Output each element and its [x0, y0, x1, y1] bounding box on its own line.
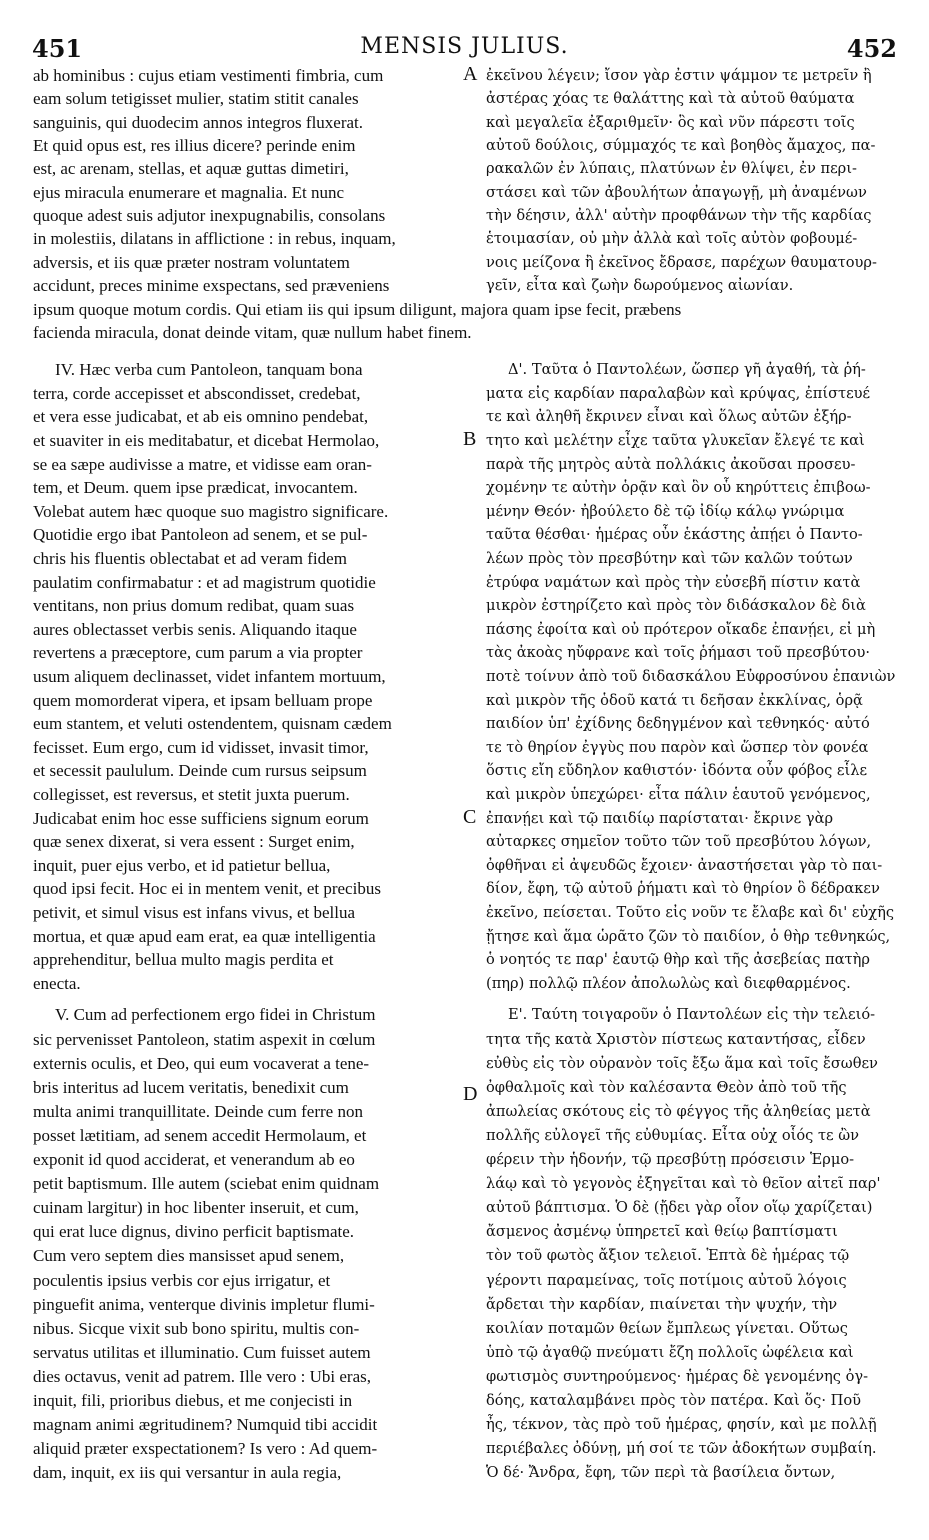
greek-line: μικρὸν ἐστηρίζετο καὶ πρὸς τὸν διδάσκαλον δὲ διὰ — [486, 597, 866, 615]
latin-line: accidunt, preces minime exspectans, sed præveniens — [33, 276, 390, 296]
latin-line: in molestiis, dilatans in afflictione : in rebus, inquam, — [33, 229, 396, 249]
latin-line: Judicabat enim hoc esse sufficiens signum eorum — [33, 808, 369, 828]
right-page-number: 452 — [846, 34, 897, 63]
latin-line: eam solum tetigisset mulier, statim stitit canales — [33, 89, 359, 109]
latin-line: paulatim confirmabatur : et ad magistrum quotidie — [33, 572, 376, 592]
latin-line: ventitans, non prius domum redibat, quam suas — [33, 596, 355, 616]
greek-line: τητα τῆς κατὰ Χριστὸν πίστεως καταντήσας, εἶδεν — [486, 1030, 866, 1048]
latin-line: aures oblectasset verbis senis. Aliquando itaque — [33, 619, 357, 639]
greek-line: ὅστις εἴη εὔδηλον καθιστόν· ἰδόντα οὖν φόβος εἷλε — [486, 762, 868, 780]
latin-line: IV. Hæc verba cum Pantoleon, tanquam bona — [55, 360, 363, 380]
greek-line: Δ'. Ταῦτα ὁ Παντολέων, ὥσπερ γῆ ἀγαθή, τὰ ῥή- — [508, 361, 866, 379]
latin-line: qui erat luce dignus, divino perficit baptismate. — [33, 1222, 355, 1242]
greek-line: τὸν τοῦ φωτὸς ἄξιον τελειοῖ. Ἑπτὰ δὲ ἡμέρας τῷ — [486, 1247, 850, 1265]
latin-line: se ea sæpe audivisse a matre, et vidisse eam oran- — [33, 454, 372, 474]
latin-line: collegisset, est reversus, et stetit juxta puerum. — [33, 785, 350, 804]
latin-line: posset lætitiam, ad senem accedit Hermolaum, et — [33, 1125, 367, 1145]
latin-line: quæ senex dixerat, si vera essent : Surget enim, — [33, 832, 355, 852]
greek-line: λέων πρὸς τὸν πρεσβύτην καὶ τῶν καλῶν τούτων — [486, 550, 853, 567]
latin-line: ejus miracula enumerare et magnalia. Et nunc — [33, 182, 345, 202]
greek-line: δίον, ἔφη, τῷ αὐτοῦ ῥήματι καὶ τὸ θηρίον ὃ δέδρακεν — [486, 880, 880, 898]
latin-line: revertens a præceptore, cum parum a via propter — [33, 643, 363, 663]
greek-line: (πηρ) πολλῷ πλέον ἀπολωλὼς καὶ διεφθαρμένος. — [486, 974, 851, 992]
greek-line: ἦς, τέκνον, τὰς πρὸ τοῦ ἡμέρας, φησίν, καὶ με πολλῇ — [486, 1416, 877, 1434]
margin-marker: D — [463, 1082, 478, 1105]
latin-line: dies octavus, venit ad patrem. Ille vero : Ubi eras, — [33, 1366, 371, 1386]
latin-line: servatus utilitas et illuminatio. Cum fuisset autem — [33, 1342, 371, 1362]
greek-line: αὐταρκες σημεῖον τοῦτο τῶν τοῦ πρεσβύτου λόγων, — [486, 833, 872, 851]
latin-line: nibus. Sicque vixit sub bono spiritu, multis con- — [33, 1318, 360, 1338]
latin-line: bris interitus ad lucem veritatis, benedixit cum — [33, 1077, 349, 1097]
greek-line: γέροντι παραμείνας, τοῖς ποτίμοις αὐτοῦ λόγοις — [486, 1271, 847, 1289]
greek-line: ματα εἰς καρδίαν παραλαβὼν καὶ κρύψας, ἐπίστευέ — [486, 384, 871, 402]
greek-line: ἄσμενος ἀσμένῳ ὑπηρετεῖ καὶ θείῳ βαπτίσματι — [486, 1223, 838, 1241]
greek-line: ρακαλῶν ἐν λύπαις, πλατύνων ἐν θλίψει, ἐν περι- — [486, 160, 857, 178]
latin-line: et suaviter in eis meditabatur, et dicebat Hermolao, — [33, 431, 380, 450]
greek-line: ἐκεῖνο, πείσεται. Τοῦτο εἰς νοῦν τε ἔλαβε καὶ δι' εὐχῆς — [486, 904, 895, 921]
greek-line: πολλῆς εὐλογεῖ τῆς εὐθυμίας. Εἶτα οὐχ οἷός τε ὢν — [486, 1126, 860, 1144]
margin-marker: A — [463, 63, 478, 85]
latin-line: adversis, et iis quæ præter nostram voluntatem — [33, 252, 350, 272]
latin-line: magnam animi ægritudinem? Numquid tibi accidit — [33, 1415, 378, 1435]
greek-line: ἀπωλείας σκότους εἰς τὸ φέγγος τῆς ἀληθείας μετὰ — [486, 1102, 871, 1120]
greek-line: ἐκεῖνου λέγειν; ἴσον γὰρ ἐστιν ψάμμον τε μετρεῖν ἢ — [486, 67, 872, 84]
page-header — [30, 34, 899, 62]
greek-line: τε καὶ ἀληθῆ ἔκρινεν εἶναι καὶ ὅλως αὐτῶν ἐξήρ- — [486, 408, 852, 426]
greek-line: μένην Θεόν· ἠβούλετο δὲ τῷ ἰδίῳ κάλῳ γνώριμα — [486, 502, 845, 520]
greek-line: τε τὸ θηρίον ἐγγὺς που παρὸν καὶ ὥσπερ τὸν φονέα — [486, 738, 869, 756]
greek-line: φέρειν τὴν ἡδονήν, τῷ πρεσβύτῃ πρόσεισιν Ἑρμο- — [486, 1151, 855, 1168]
latin-line: chris his fluentis oblectabat et ad veram fidem — [33, 549, 347, 568]
greek-line: φωτισμὸς συντηρούμενος· ἡμέρας δὲ γενομένης ὀγ- — [486, 1367, 869, 1385]
greek-line: ἐπανῄει καὶ τῷ παιδίῳ παρίσταται· ἔκρινε γὰρ — [486, 809, 834, 827]
greek-line: Ε'. Ταύτη τοιγαροῦν ὁ Παντολέων εἰς τὴν τελειό- — [508, 1006, 876, 1024]
greek-line: ἄρδεται τὴν καρδίαν, πιαίνεται τὴν ψυχήν, τὴν — [486, 1295, 838, 1313]
greek-line: δόης, καταλαμβάνει πρὸς τὸν πατέρα. Καὶ ὅς· Ποῦ — [486, 1392, 862, 1409]
latin-line: usum aliquem declinasset, videt infantem mortuum, — [33, 667, 386, 686]
latin-line: quoque adest suis adjutor inexpugnabilis, consolans — [33, 206, 386, 226]
latin-line: tem, et Deum. quem ipse prædicat, invocantem. — [33, 478, 358, 498]
greek-line: τητο καὶ μελέτην εἶχε ταῦτα γλυκεῖαν ἔλεγέ τε καὶ — [486, 432, 865, 449]
latin-line: petit baptismum. Ille autem (sciebat enim quidnam — [33, 1174, 380, 1194]
latin-line: eum stantem, et veluti ostendentem, quisnam cædem — [33, 714, 392, 734]
greek-line: τὴν δέησιν, ἀλλ' αὐτὴν προφθάνων τὴν τῆς καρδίας — [486, 207, 872, 225]
greek-line: καὶ μικρὸν ὑπεχώρει· εἶτα πάλιν ἑαυτοῦ γενόμενος, — [486, 786, 871, 803]
latin-line: et vera esse judicabat, et ab eis omnino pendebat, — [33, 407, 369, 427]
margin-marker: B — [463, 428, 477, 450]
latin-line: ab hominibus : cujus etiam vestimenti fimbria, cum — [33, 66, 384, 85]
greek-line: παρὰ τῆς μητρὸς αὐτὰ πολλάκις ἀκοῦσαι προσευ- — [486, 455, 856, 473]
greek-line: ὑπὸ τῷ ἀγαθῷ πνεύματι ἔζη πολλοῖς ὠφέλεια καὶ — [486, 1343, 854, 1361]
margin-marker: C — [463, 805, 477, 828]
latin-line: V. Cum ad perfectionem ergo fidei in Christum — [55, 1005, 376, 1025]
latin-line: inquit, fili, prioribus diebus, et me conjecisti in — [33, 1391, 353, 1410]
latin-line: multa animi tranquillitate. Deinde cum ferre non — [33, 1101, 363, 1121]
latin-line: Volebat autem hæc quoque suo magistro significare. — [33, 501, 389, 521]
latin-line: dam, inquit, ex iis qui versantur in aula regia, — [33, 1463, 342, 1483]
greek-line: στάσει καὶ τῶν ἀβουλήτων ἀπαγωγῇ, μὴ ἀναμένων — [486, 183, 867, 201]
latin-line: est, ac arenam, stellas, et aquæ guttas dimetiri, — [33, 159, 349, 179]
greek-line: νοις μείζονα ἢ ἐκεῖνος ἔδρασε, παρέχων θαυματουρ- — [486, 253, 877, 271]
greek-line: λάῳ καὶ τὸ γεγονὸς ἐξηγεῖται καὶ τὸ θεῖον αἰτεῖ παρ' — [486, 1175, 881, 1193]
greek-line: καὶ μικρὸν τῆς ὁδοῦ κατά τι δεῆσαν ἐκκλίνας, ὁρᾷ — [486, 691, 863, 709]
greek-line: εὐθὺς εἰς τὸν οὐρανὸν τοῖς ἔξω ἅμα καὶ τοῖς ἔσωθεν — [486, 1054, 878, 1072]
latin-line: inquit, puer ejus verbo, et id patietur bellua, — [33, 855, 331, 875]
latin-line: poculentis ipsius verbis cor ejus irrigatur, et — [33, 1270, 331, 1290]
latin-line: externis oculis, et Deo, qui eum vocaverat a tene- — [33, 1053, 370, 1073]
greek-line: ὁ νοητός τε παρ' ἑαυτῷ θὴρ καὶ τῆς ἀσεβείας πατὴρ — [486, 951, 870, 969]
greek-line: χομένην τε αὐτὴν ὁρᾷν καὶ ὃν οὗ κηρύττεις ἐπιβοω- — [486, 479, 871, 497]
latin-line: petivit, et simul visus est infans vivus, et bellua — [33, 903, 356, 922]
latin-line: enecta. — [33, 973, 81, 993]
latin-line: aliquid præter exspectationem? Is vero : Ad quem- — [33, 1439, 378, 1459]
latin-line: exponit id quod acciderat, et venerandum ab eo — [33, 1150, 355, 1169]
greek-line: πάσης ἐφοίτα καὶ οὐ πρότερον οἴκαδε ἐπανῄει, εἰ μὴ — [486, 620, 876, 638]
greek-line: αὐτοῦ βάπτισμα. Ὁ δὲ (ᾔδει γὰρ οἷον οἵῳ χαρίζεται) — [486, 1199, 873, 1217]
greek-line: κοιλίαν ποταμῶν θείων ἔμπλεως γίνεται. Οὕτως — [486, 1319, 848, 1337]
greek-line: τὰς ἀκοὰς ηὔφρανε καὶ τοῖς ῥήμασι τοῦ πρεσβύτου· — [486, 644, 870, 662]
latin-line: et secessit paululum. Deinde cum rursus seipsum — [33, 761, 367, 781]
full-width-line: facienda miracula, donat deinde vitam, quæ nullum habet finem. — [33, 322, 472, 342]
latin-line: pinguefit anima, venterque divinis impletur flumi- — [33, 1294, 375, 1314]
latin-line: cuinam largitur) in hoc libenter inseruit, et cum, — [33, 1198, 359, 1218]
greek-line: ἐτρύφα ναμάτων καὶ πρὸς τὴν εὐσεβῆ πίστιν κατὰ — [486, 573, 861, 591]
latin-line: sic pervenisset Pantoleon, statim aspexit in cœlum — [33, 1029, 376, 1049]
greek-line: ἑτοιμασίαν, οὐ μὴν ἀλλὰ καὶ τοῖς αὐτὸν φοβουμέ- — [486, 230, 858, 248]
latin-line: quem momorderat vipera, et ipsam belluam prope — [33, 690, 373, 710]
full-width-line: ipsum quoque motum cordis. Qui etiam iis qui ipsum diligunt, majora quam ipse fecit, præbens — [33, 299, 682, 319]
left-page-number: 451 — [32, 34, 83, 63]
greek-line: καὶ μεγαλεῖα ἐξαριθμεῖν· ὃς καὶ νῦν πάρεστι τοῖς — [486, 113, 855, 131]
greek-line: ὀφθαλμοῖς καὶ τὸν καλέσαντα Θεὸν ἀπὸ τοῦ τῆς — [486, 1078, 847, 1096]
latin-line: fecisset. Eum ergo, cum id vidisset, invasit timor, — [33, 737, 369, 757]
latin-line: Cum vero septem dies mansisset apud senem, — [33, 1246, 345, 1266]
greek-line: περιέβαλες ὀδύνῃ, μή σοί τε τῶν ἀδοκήτων συμβαίη. — [486, 1440, 877, 1458]
greek-line: ταῦτα θέσθαι· ἡμέρας οὖν ἑκάστης ἀπῄει ὁ Παντο- — [486, 526, 863, 544]
latin-line: Quotidie ergo ibat Pantoleon ad senem, et se pul- — [33, 525, 368, 545]
greek-line: ἀστέρας χόας τε θαλάττης καὶ τὰ αὐτοῦ θαύματα — [486, 90, 855, 108]
latin-line: mortua, et quæ apud eam erat, ea quæ intelligentia — [33, 926, 376, 946]
latin-line: terra, corde accepisset et abscondisset, credebat, — [33, 383, 361, 403]
greek-line: αὐτοῦ δούλοις, σύμμαχός τε καὶ βοηθὸς ἄμαχος, πα- — [486, 137, 876, 155]
latin-line: apprehenditur, bellua multo magis perdita et — [33, 950, 334, 970]
greek-line: ᾔτησε καὶ ἅμα ὡρᾶτο ζῶν τὸ παιδίον, ὁ θὴρ τεθνηκώς, — [486, 927, 891, 945]
latin-line: Et quid opus est, res illius dicere? perinde enim — [33, 136, 356, 156]
latin-line: sanguinis, qui duodecim annos integros fluxerat. — [33, 112, 364, 132]
latin-line: quod ipsi fecit. Hoc ei in mentem venit, et precibus — [33, 879, 381, 899]
greek-line: παιδίον ὑπ' ἐχίδνης δεδηγμένον καὶ τεθνηκός· αὐτό — [486, 715, 870, 733]
greek-line: ὀφθῆναι εἰ ἀψευδῶς ἔχοιεν· ἀναστήσεται γὰρ τὸ παι- — [486, 856, 883, 874]
greek-line: ποτὲ τοίνυν ἀπὸ τοῦ διδασκάλου Εὐφροσύνου ἐπανιὼν — [486, 668, 896, 685]
greek-line: γεῖν, εἶτα καὶ ζωὴν δωρούμενος αἰωνίαν. — [486, 277, 794, 295]
greek-line: Ὁ δέ· Ἄνδρα, ἔφη, τῶν περὶ τὰ βασίλεια ὄντων, — [486, 1464, 836, 1482]
running-title: MENSIS JULIUS. — [360, 34, 569, 59]
